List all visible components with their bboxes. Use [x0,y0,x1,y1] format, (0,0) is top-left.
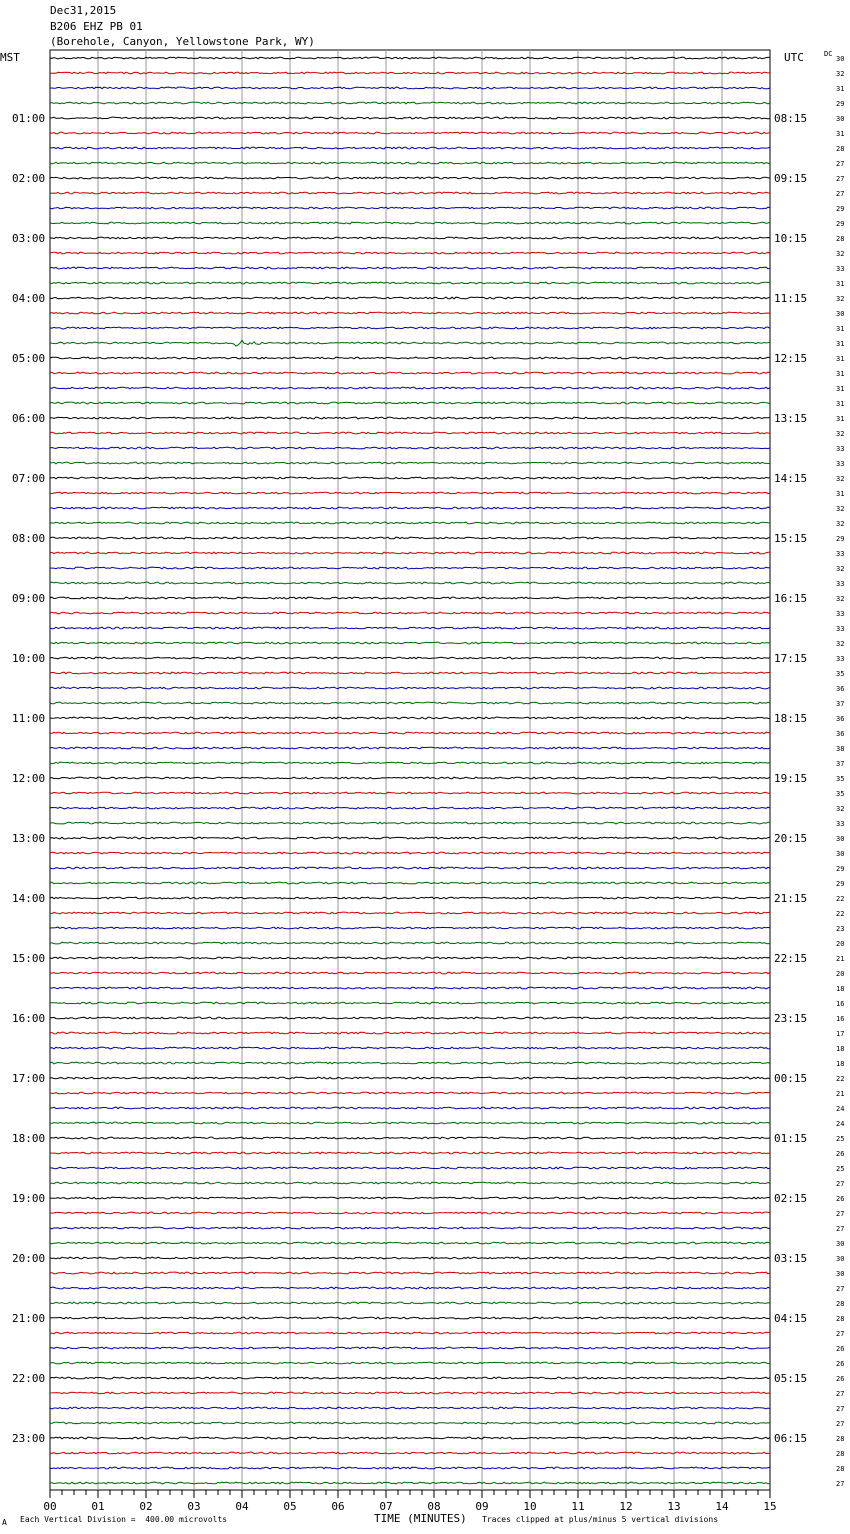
dc-offset-label: 33 [836,625,845,633]
seismic-trace [50,777,770,779]
seismic-trace [50,882,770,884]
label-layer [0,50,844,1488]
dc-offset-label: 16 [836,1015,845,1023]
seismic-trace [50,57,770,59]
seismic-trace [50,87,770,89]
seismic-trace [50,867,770,869]
seismic-trace [50,192,770,194]
right-hour-label: 21:15 [774,892,808,905]
left-hour-label: 11:00 [12,712,46,725]
seismic-trace [50,732,770,734]
seismic-trace [50,507,770,509]
x-tick-label: 04 [235,1500,249,1513]
location-title: (Borehole, Canyon, Yellowstone Park, WY) [50,35,315,48]
x-tick-label: 08 [427,1500,441,1513]
seismic-trace [50,957,770,959]
dc-offset-label: 29 [836,865,845,873]
seismic-trace [50,1152,770,1154]
seismic-trace [50,312,770,314]
x-axis [43,1490,776,1513]
right-hour-label: 09:15 [774,172,808,185]
seismic-trace [50,282,770,284]
dc-offset-label: 22 [836,910,845,918]
seismic-trace [50,1062,770,1064]
x-tick-label: 10 [523,1500,537,1513]
seismic-trace [50,132,770,134]
dc-offset-label: 33 [836,550,845,558]
dc-offset-label: 30 [836,310,845,318]
dc-offset-label: 29 [836,220,845,228]
logo-mark: A [2,1518,7,1527]
right-hour-label: 03:15 [774,1252,808,1265]
left-hour-label: 21:00 [12,1312,46,1325]
dc-offset-label: 35 [836,775,845,783]
x-tick-label: 15 [763,1500,777,1513]
dc-offset-label: 25 [836,1135,845,1143]
left-timezone-label: MST [0,51,20,64]
dc-offset-label: 32 [836,520,845,528]
dc-offset-label: 33 [836,610,845,618]
dc-offset-label: 33 [836,445,845,453]
dc-offset-label: 32 [836,640,845,648]
seismic-trace [50,792,770,794]
seismic-trace [50,1077,770,1079]
dc-offset-label: 31 [836,355,845,363]
dc-offset-label: 26 [836,1195,845,1203]
seismic-trace [50,222,770,224]
dc-offset-label: 36 [836,685,845,693]
dc-offset-label: 30 [836,1255,845,1263]
x-tick-label: 11 [571,1500,585,1513]
seismic-trace [50,1437,770,1439]
left-hour-label: 18:00 [12,1132,46,1145]
right-hour-label: 08:15 [774,112,808,125]
trace-layer [50,57,770,1484]
seismic-trace [50,1332,770,1334]
dc-offset-label: 36 [836,715,845,723]
dc-offset-label: 27 [836,1285,845,1293]
seismic-trace [50,1407,770,1409]
seismic-trace [50,372,770,374]
left-hour-label: 14:00 [12,892,46,905]
x-tick-label: 13 [667,1500,681,1513]
seismic-trace [50,357,770,359]
left-hour-label: 02:00 [12,172,46,185]
left-hour-label: 19:00 [12,1192,46,1205]
seismic-trace [50,117,770,119]
dc-offset-label: 17 [836,1030,845,1038]
dc-offset-label: 32 [836,295,845,303]
seismic-trace [50,447,770,449]
seismic-trace [50,237,770,239]
dc-offset-label: 35 [836,670,845,678]
seismic-trace [50,492,770,494]
seismic-trace [50,1227,770,1229]
dc-offset-label: 33 [836,265,845,273]
right-timezone-label: UTC [784,51,804,64]
seismic-trace [50,477,770,479]
seismic-trace [50,297,770,299]
left-hour-label: 07:00 [12,472,46,485]
scale-note: Each Vertical Division = 400.00 microvolts [20,1515,228,1524]
dc-offset-label: 32 [836,475,845,483]
dc-offset-label: 26 [836,1375,845,1383]
dc-offset-label: 27 [836,1390,845,1398]
left-hour-label: 13:00 [12,832,46,845]
right-hour-label: 02:15 [774,1192,808,1205]
left-hour-label: 12:00 [12,772,46,785]
seismic-trace [50,1107,770,1109]
dc-offset-label: 29 [836,535,845,543]
right-hour-label: 10:15 [774,232,808,245]
dc-offset-label: 29 [836,205,845,213]
left-hour-label: 17:00 [12,1072,46,1085]
dc-offset-label: 31 [836,415,845,423]
dc-offset-label: 24 [836,1105,845,1113]
seismic-trace [50,1017,770,1019]
dc-offset-label: 18 [836,985,845,993]
right-hour-label: 23:15 [774,1012,808,1025]
seismic-trace [50,252,770,254]
dc-offset-label: 31 [836,85,845,93]
dc-header: DC [824,50,833,58]
dc-offset-label: 27 [836,1225,845,1233]
seismic-trace [50,657,770,659]
dc-offset-label: 26 [836,1345,845,1353]
dc-offset-label: 28 [836,1450,845,1458]
left-hour-label: 03:00 [12,232,46,245]
dc-offset-label: 27 [836,160,845,168]
dc-offset-label: 37 [836,700,845,708]
right-hour-label: 18:15 [774,712,808,725]
seismic-trace [50,942,770,944]
seismic-trace [50,1047,770,1049]
dc-offset-label: 32 [836,430,845,438]
right-hour-label: 11:15 [774,292,808,305]
seismic-trace [50,1137,770,1139]
seismic-trace [50,1317,770,1319]
dc-offset-label: 22 [836,1075,845,1083]
seismic-trace [50,642,770,644]
seismic-trace [50,1167,770,1169]
right-hour-label: 06:15 [774,1432,808,1445]
dc-offset-label: 30 [836,115,845,123]
left-hour-label: 04:00 [12,292,46,305]
dc-offset-label: 30 [836,55,845,63]
dc-offset-label: 32 [836,565,845,573]
dc-offset-label: 31 [836,370,845,378]
dc-offset-label: 31 [836,130,845,138]
seismic-trace [50,612,770,614]
station-title: B206 EHZ PB 01 [50,20,143,33]
right-hour-label: 20:15 [774,832,808,845]
dc-offset-label: 28 [836,1465,845,1473]
x-tick-label: 03 [187,1500,201,1513]
right-hour-label: 14:15 [774,472,808,485]
left-hour-label: 08:00 [12,532,46,545]
seismic-trace [50,402,770,404]
x-tick-label: 14 [715,1500,729,1513]
left-hour-label: 16:00 [12,1012,46,1025]
dc-offset-label: 28 [836,1435,845,1443]
x-tick-label: 05 [283,1500,297,1513]
dc-offset-label: 28 [836,1315,845,1323]
seismic-trace [50,1182,770,1184]
dc-offset-label: 29 [836,880,845,888]
seismic-trace [50,822,770,824]
dc-offset-label: 26 [836,1360,845,1368]
dc-offset-label: 27 [836,1420,845,1428]
left-hour-label: 06:00 [12,412,46,425]
left-hour-label: 15:00 [12,952,46,965]
dc-offset-label: 27 [836,1480,845,1488]
seismic-trace [50,1272,770,1274]
right-hour-label: 19:15 [774,772,808,785]
seismic-trace [50,1467,770,1469]
dc-offset-label: 16 [836,1000,845,1008]
dc-offset-label: 31 [836,340,845,348]
seismic-trace [50,747,770,749]
right-hour-label: 01:15 [774,1132,808,1145]
dc-offset-label: 33 [836,820,845,828]
x-tick-label: 07 [379,1500,393,1513]
seismic-trace [50,807,770,809]
dc-offset-label: 26 [836,1150,845,1158]
dc-offset-label: 32 [836,805,845,813]
dc-offset-label: 24 [836,1120,845,1128]
dc-offset-label: 23 [836,925,845,933]
dc-offset-label: 38 [836,745,845,753]
dc-offset-label: 32 [836,505,845,513]
seismic-trace [50,147,770,149]
dc-offset-label: 30 [836,850,845,858]
seismic-trace [50,1422,770,1424]
x-tick-label: 01 [91,1500,105,1513]
dc-offset-label: 31 [836,490,845,498]
dc-offset-label: 31 [836,325,845,333]
seismic-trace [50,687,770,689]
dc-offset-label: 27 [836,1405,845,1413]
seismic-trace [50,1212,770,1214]
seismic-trace [50,597,770,599]
seismic-trace [50,552,770,554]
x-tick-label: 00 [43,1500,57,1513]
dc-offset-label: 27 [836,1180,845,1188]
seismic-trace [50,1032,770,1034]
left-hour-label: 09:00 [12,592,46,605]
dc-offset-label: 32 [836,595,845,603]
dc-offset-label: 27 [836,1210,845,1218]
dc-offset-label: 33 [836,655,845,663]
dc-offset-label: 36 [836,730,845,738]
grid-layer [50,50,770,1490]
seismic-trace [50,1377,770,1379]
x-axis-title: TIME (MINUTES) [374,1512,467,1525]
dc-offset-label: 37 [836,760,845,768]
dc-offset-label: 27 [836,190,845,198]
left-hour-label: 05:00 [12,352,46,365]
dc-offset-label: 22 [836,895,845,903]
plot-frame [50,50,770,1490]
dc-offset-label: 28 [836,145,845,153]
seismic-trace [50,1287,770,1289]
left-hour-label: 01:00 [12,112,46,125]
seismic-trace [50,1122,770,1124]
seismic-trace [50,627,770,629]
seismic-trace [50,852,770,854]
seismic-trace [50,267,770,269]
clip-note: Traces clipped at plus/minus 5 vertical divisions [482,1515,719,1524]
seismic-trace [50,1302,770,1304]
right-hour-label: 05:15 [774,1372,808,1385]
left-hour-label: 22:00 [12,1372,46,1385]
left-hour-label: 23:00 [12,1432,46,1445]
x-tick-label: 12 [619,1500,633,1513]
seismic-trace [50,387,770,389]
dc-offset-label: 30 [836,1270,845,1278]
dc-offset-label: 27 [836,175,845,183]
dc-offset-label: 35 [836,790,845,798]
right-hour-label: 17:15 [774,652,808,665]
seismic-trace [50,702,770,704]
dc-offset-label: 30 [836,835,845,843]
seismic-trace [50,567,770,569]
seismic-trace [50,417,770,419]
date-title: Dec31,2015 [50,4,117,17]
dc-offset-label: 31 [836,280,845,288]
dc-offset-label: 25 [836,1165,845,1173]
dc-offset-label: 21 [836,1090,845,1098]
seismic-trace [50,1482,770,1484]
seismic-trace [50,582,770,584]
seismic-trace [50,102,770,104]
seismic-trace [50,717,770,719]
seismic-trace [50,1257,770,1259]
x-tick-label: 06 [331,1500,345,1513]
dc-offset-label: 21 [836,955,845,963]
seismic-trace [50,1242,770,1244]
seismic-trace [50,1197,770,1199]
seismic-trace [50,672,770,674]
right-hour-label: 12:15 [774,352,808,365]
seismic-trace [50,177,770,179]
seismic-trace [50,462,770,464]
dc-offset-label: 33 [836,580,845,588]
dc-offset-label: 28 [836,1300,845,1308]
seismic-trace [50,1002,770,1004]
seismic-trace [50,837,770,839]
seismic-trace [50,912,770,914]
right-hour-label: 16:15 [774,592,808,605]
dc-offset-label: 33 [836,460,845,468]
right-hour-label: 13:15 [774,412,808,425]
dc-offset-label: 32 [836,70,845,78]
dc-offset-label: 31 [836,385,845,393]
seismic-trace [50,1347,770,1349]
right-hour-label: 00:15 [774,1072,808,1085]
seismic-trace [50,897,770,899]
seismic-trace [50,1362,770,1364]
x-tick-label: 09 [475,1500,489,1513]
dc-offset-label: 32 [836,250,845,258]
dc-offset-label: 20 [836,940,845,948]
dc-offset-label: 28 [836,235,845,243]
dc-offset-label: 20 [836,970,845,978]
dc-offset-label: 27 [836,1330,845,1338]
seismic-trace [50,327,770,329]
seismic-trace [50,432,770,434]
left-hour-label: 10:00 [12,652,46,665]
seismic-trace [50,72,770,74]
right-hour-label: 15:15 [774,532,808,545]
left-hour-label: 20:00 [12,1252,46,1265]
seismic-trace [50,340,770,346]
dc-offset-label: 30 [836,1240,845,1248]
x-tick-label: 02 [139,1500,153,1513]
seismic-trace [50,522,770,524]
seismic-trace [50,762,770,764]
seismic-trace [50,162,770,164]
right-hour-label: 04:15 [774,1312,808,1325]
seismic-trace [50,972,770,974]
seismic-trace [50,537,770,539]
seismic-trace [50,1452,770,1454]
seismic-trace [50,927,770,929]
dc-offset-label: 18 [836,1045,845,1053]
seismic-trace [50,1392,770,1394]
seismic-trace [50,207,770,209]
dc-offset-label: 31 [836,400,845,408]
seismic-trace [50,987,770,989]
dc-offset-label: 18 [836,1060,845,1068]
seismic-trace [50,1092,770,1094]
right-hour-label: 22:15 [774,952,808,965]
dc-offset-label: 29 [836,100,845,108]
